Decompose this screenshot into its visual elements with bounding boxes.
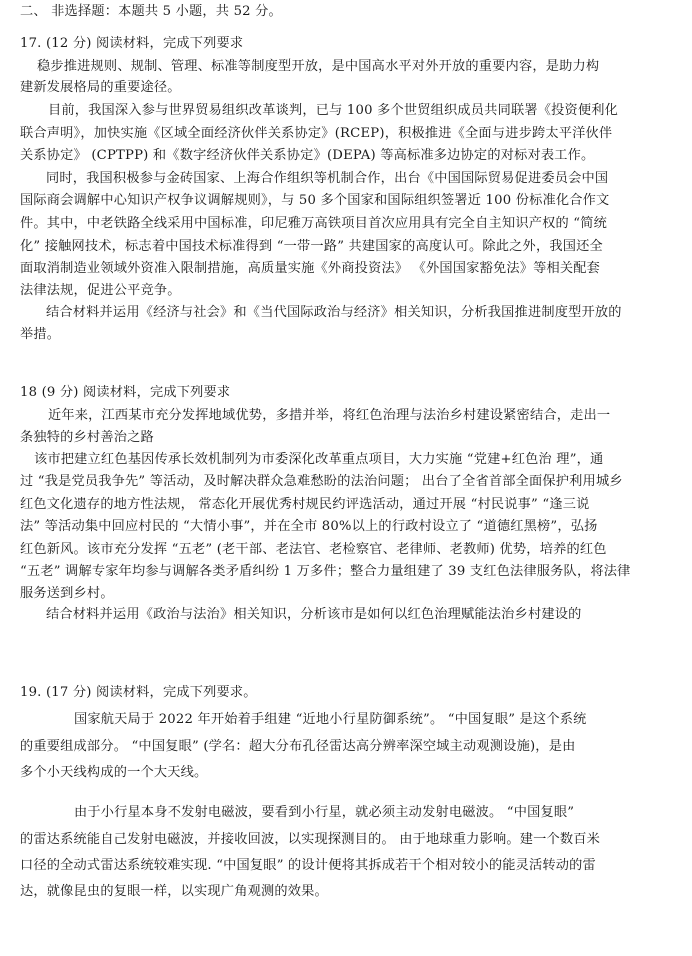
q19-line: 口径的全动式雷达系统较难实现. “中国复眼” 的设计便将其拆成若干个相对较小的能灵活转动的雷	[20, 858, 596, 873]
q18-line: 条独特的乡村善治之路	[20, 430, 154, 445]
q17-line: 件。其中，中老铁路全线采用中国标准，印尼雅万高铁项目首次应用具有完全自主知识产权的 “简统	[20, 216, 607, 231]
q17-line: 建新发展格局的重要途径。	[20, 80, 181, 95]
q17-line: 国际商会调解中心知识产权争议调解规则》，与 50 多个国家和国际组织签署近 100 份标准化合作文	[20, 193, 610, 208]
q19-title: 19. (17 分) 阅读材料，完成下列要求。	[20, 685, 257, 700]
q19-line: 的雷达系统能自己发射电磁波，并接收回波，以实现探测目的。 由于地球重力影响。建一个数百米	[20, 832, 601, 847]
q17-line: 法律法规，促进公平竞争。	[20, 283, 181, 298]
q18-line: 红色文化遗存的地方性法规， 常态化开展优秀村规民约评选活动，通过开展 “村民说事” “逢三说	[20, 497, 590, 512]
q18-line: 该市把建立红色基因传承长效机制列为市委深化改革重点项目，大力实施 “党建+红色治 理”，通	[34, 452, 604, 467]
q17-line: 目前，我国深入参与世界贸易组织改革谈判，已与 100 多个世贸组织成员共同联署《投资便利化	[48, 103, 619, 118]
q18-line: “五老” 调解专家年均参与调解各类矛盾纠纷 1 万多件；整合力量组建了 39 支红色法律服务队，将法律	[20, 564, 631, 579]
q17-line: 举措。	[20, 327, 61, 342]
q17-line: 同时，我国积极参与金砖国家、上海合作组织等机制合作，出台《中国国际贸易促进委员会中国	[46, 171, 609, 186]
q18-title: 18 (9 分) 阅读材料，完成下列要求	[20, 385, 231, 400]
q19-line: 达，就像昆虫的复眼一样，以实现广角观测的效果。	[20, 884, 328, 899]
q17-line: 联合声明》，加快实施《区域全面经济伙伴关系协定》(RCEP)，积极推进《全面与进步跨太平洋伙伴	[20, 126, 613, 141]
q17-line: 关系协定》 (CPTPP) 和《数字经济伙伴关系协定》(DEPA) 等高标准多边协定的对标对表工作。	[20, 148, 595, 163]
q17-line: 稳步推进规则、规制、管理、标准等制度型开放，是中国高水平对外开放的重要内容，是助力构	[37, 59, 600, 74]
q17-line: 结合材料并运用《经济与社会》和《当代国际政治与经济》相关知识，分析我国推进制度型开放的	[46, 305, 622, 320]
q18-line: 红色新风。该市充分发挥 “五老” (老干部、老法官、老检察官、老律师、老教师) 优势，培养的红色	[20, 542, 607, 557]
q18-line: 过 “我是党员我争先” 等活动，及时解决群众急难愁盼的法治问题； 出台了全省首部全面保护利用城乡	[20, 474, 623, 489]
q18-line: 法” 等活动集中回应村民的 “大情小事”，并在全市 80%以上的行政村设立了 “道德红黑榜”，弘扬	[20, 519, 598, 534]
q18-line: 服务送到乡村。	[20, 586, 114, 601]
q17-line: 化” 接触网技术，标志着中国技术标准得到 “一带一路” 共建国家的高度认可。除此之外，我国还全	[20, 239, 603, 254]
q19-line: 国家航天局于 2022 年开始着手组建 “近地小行星防御系统”。 “中国复眼” 是这个系统	[74, 712, 587, 727]
q19-line: 的重要组成部分。 “中国复眼” (学名：超大分布孔径雷达高分辨率深空域主动观测设施)，是由	[20, 739, 576, 754]
q19-line: 多个小天线构成的一个大天线。	[20, 765, 208, 780]
section-header: 二、 非选择题：本题共 5 小题，共 52 分。	[20, 4, 282, 19]
q17-line: 面取消制造业领域外资准入限制措施，高质量实施《外商投资法》 《外国国家豁免法》等相关配套	[20, 261, 601, 276]
q18-line: 结合材料并运用《政治与法治》相关知识，分析该市是如何以红色治理赋能法治乡村建设的	[46, 607, 582, 622]
q17-title: 17. (12 分) 阅读材料，完成下列要求	[20, 36, 244, 51]
q19-line: 由于小行星本身不发射电磁波，要看到小行星，就必须主动发射电磁波。 “中国复眼”	[74, 805, 575, 820]
q18-line: 近年来，江西某市充分发挥地域优势，多措并举，将红色治理与法治乡村建设紧密结合，走出一	[48, 408, 611, 423]
